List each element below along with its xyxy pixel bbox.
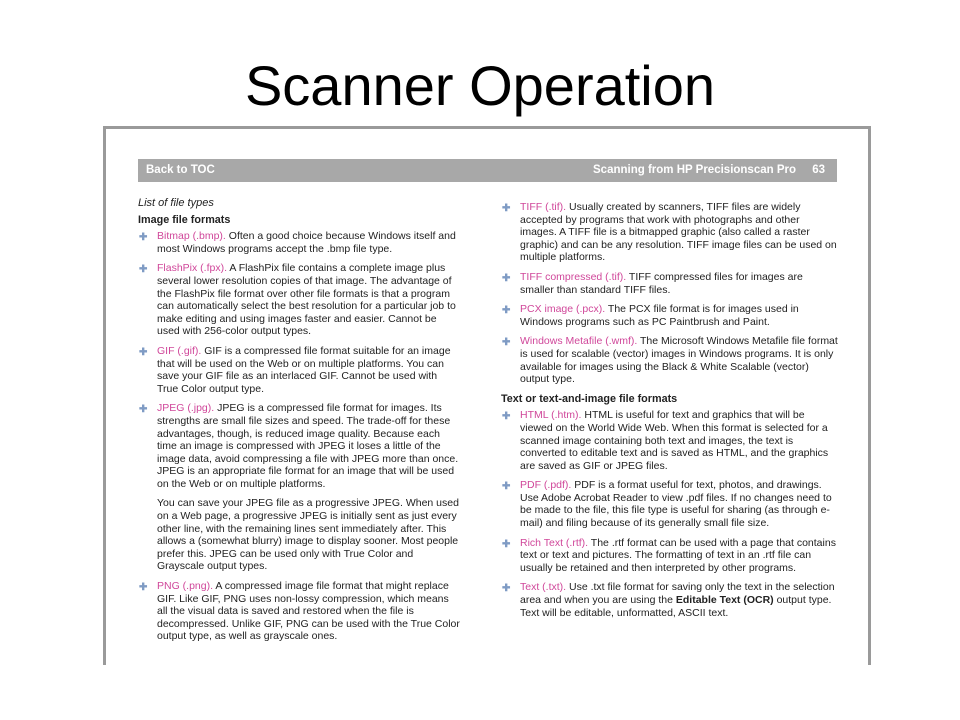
item-description: JPEG is a compressed file format for images. Its strengths are small file sizes and speed. The trade-off for these advantages, though, is reduced image quality. Because each time an image is compressed with JPEG it loses a little of the image data, avoid compressing a file with JPEG more than once. JPEG is an appropriate file format for an image that will be used on the Web or on multiple platforms. bbox=[157, 402, 459, 490]
bullet-icon: ✚ bbox=[502, 538, 511, 550]
item-description: PDF is a format useful for text, photos, and drawings. Use Adobe Acrobat Reader to view .pdf files. If no changes need to be made to the file, this file type is useful for sharing (as through e-mail) and filing because of its generally small file size. bbox=[520, 479, 832, 530]
item-description: The .rtf format can be used with a page that contains text or text and pictures. The formatting of text in an .rtf file can usually be retained and then interpreted by other programs. bbox=[520, 536, 836, 574]
list-item-gif bbox=[138, 345, 460, 395]
bullet-icon: ✚ bbox=[139, 404, 148, 416]
item-description: Use .txt file format for saving only the text in the selection area and when you are using the bbox=[520, 581, 835, 607]
list-item-tiff bbox=[501, 201, 839, 264]
list-item-png bbox=[138, 580, 460, 643]
list-item-rtf bbox=[501, 537, 839, 575]
back-to-toc-link[interactable]: Back to TOC bbox=[146, 164, 215, 176]
list-item-tiff-compressed bbox=[501, 271, 839, 296]
text-formats-heading: Text or text-and-image file formats bbox=[501, 392, 678, 405]
bullet-icon: ✚ bbox=[139, 582, 148, 594]
list-item-pcx bbox=[501, 303, 839, 328]
bullet-icon: ✚ bbox=[502, 305, 511, 317]
item-description: The PCX file format is for images used in Windows programs such as PC Paintbrush and Paint. bbox=[520, 303, 799, 328]
list-item-pdf bbox=[501, 479, 839, 529]
list-item-txt bbox=[501, 581, 839, 619]
item-description: GIF is a compressed file format suitable for an image that will be used on the Web or on multiple platforms. You can save your GIF file as an interlaced GIF. Cannot be used with True Color output type. bbox=[157, 344, 451, 395]
term-link-pdf[interactable]: PDF (.pdf). bbox=[520, 479, 572, 492]
list-item-bitmap bbox=[138, 230, 460, 255]
item-description: HTML is useful for text and graphics that will be viewed on the World Wide Web. When this format is selected for a scanned image containing both text and images, the text is converted to editable text and is saved as HTML, and the graphics are saved as GIF or JPEG files. bbox=[520, 409, 829, 472]
document-page bbox=[103, 126, 871, 665]
list-item-wmf bbox=[501, 335, 839, 385]
right-column bbox=[501, 201, 839, 626]
bullet-icon: ✚ bbox=[502, 203, 511, 214]
bullet-icon: ✚ bbox=[502, 411, 511, 423]
document-header-bar bbox=[138, 159, 837, 182]
list-item-jpeg bbox=[138, 402, 460, 490]
bullet-icon: ✚ bbox=[502, 481, 511, 493]
list-title: List of file types bbox=[138, 197, 214, 209]
slide-title: Scanner Operation bbox=[244, 54, 716, 117]
list-item-html bbox=[501, 409, 839, 472]
item-description: A FlashPix file contains a complete image plus several lower resolution copies of that image. The advantage of the FlashPix file format over other file formats is that a program can automatically select the best resolution for a particular job to make editing and using images faster and easier. Cannot be used with 256-color output types. bbox=[157, 262, 456, 338]
item-description: The Microsoft Windows Metafile file format is used for scalable (vector) images in Windows programs. It is only available for images using the Black & White Scalable (vector) output type. bbox=[520, 335, 838, 386]
term-link-jpeg[interactable]: JPEG (.jpg). bbox=[157, 402, 215, 415]
item-description: A compressed image file format that might replace GIF. Like GIF, PNG uses non-lossy compression, which means all the visual data is saved and restored when the file is decompressed. Unlike GIF, PNG can be used with the True Color output type, as well as grayscale ones. bbox=[157, 580, 460, 643]
term-link-wmf[interactable]: Windows Metafile (.wmf). bbox=[520, 335, 638, 348]
bullet-icon: ✚ bbox=[502, 272, 511, 284]
page-number: 63 bbox=[812, 164, 825, 176]
term-link-png[interactable]: PNG (.png). bbox=[157, 580, 214, 593]
term-link-tiff[interactable]: TIFF (.tif). bbox=[520, 201, 567, 213]
term-link-rtf[interactable]: Rich Text (.rtf). bbox=[520, 536, 589, 549]
bullet-icon: ✚ bbox=[139, 264, 148, 276]
item-description: output type. Text will be editable, unformatted, ASCII text. bbox=[520, 594, 832, 619]
image-formats-heading: Image file formats bbox=[138, 213, 231, 226]
term-link-txt[interactable]: Text (.txt). bbox=[520, 581, 567, 594]
item-description: Usually created by scanners, TIFF files are widely accepted by programs that work with photographs and other images. A TIFF file is a bitmapped graphic (also called a raster graphic) and can be any resolution. TIFF image files can be used on multiple platforms. bbox=[520, 201, 837, 264]
term-link-tiff-compressed[interactable]: TIFF compressed (.tif). bbox=[520, 270, 627, 283]
bullet-icon: ✚ bbox=[139, 346, 148, 358]
term-link-flashpix[interactable]: FlashPix (.fpx). bbox=[157, 262, 228, 275]
section-title: Scanning from HP Precisionscan Pro bbox=[593, 164, 797, 176]
item-description: TIFF compressed files for images are smaller than standard TIFF files. bbox=[520, 270, 803, 296]
left-column bbox=[138, 197, 460, 650]
list-item-flashpix bbox=[138, 262, 460, 338]
bullet-icon: ✚ bbox=[502, 337, 511, 349]
jpeg-progressive-paragraph: You can save your JPEG file as a progressive JPEG. When used on a Web page, a progressive JPEG is initially sent as just every other line, with the remaining lines sent immediately after. This allows a (somewhat blurry) image to display sooner. Most people prefer this. JPEG can be used only with True Color and Grayscale output types. bbox=[157, 497, 459, 573]
term-link-html[interactable]: HTML (.htm). bbox=[520, 409, 582, 422]
bullet-icon: ✚ bbox=[139, 232, 148, 244]
item-description: Often a good choice because Windows itself and most Windows programs accept the .bmp file type. bbox=[157, 230, 456, 255]
term-link-gif[interactable]: GIF (.gif). bbox=[157, 344, 202, 357]
term-link-pcx[interactable]: PCX image (.pcx). bbox=[520, 303, 606, 316]
term-link-bitmap[interactable]: Bitmap (.bmp). bbox=[157, 230, 226, 243]
bullet-icon: ✚ bbox=[502, 583, 511, 595]
editable-text-ocr-label: Editable Text (OCR) bbox=[675, 594, 774, 607]
